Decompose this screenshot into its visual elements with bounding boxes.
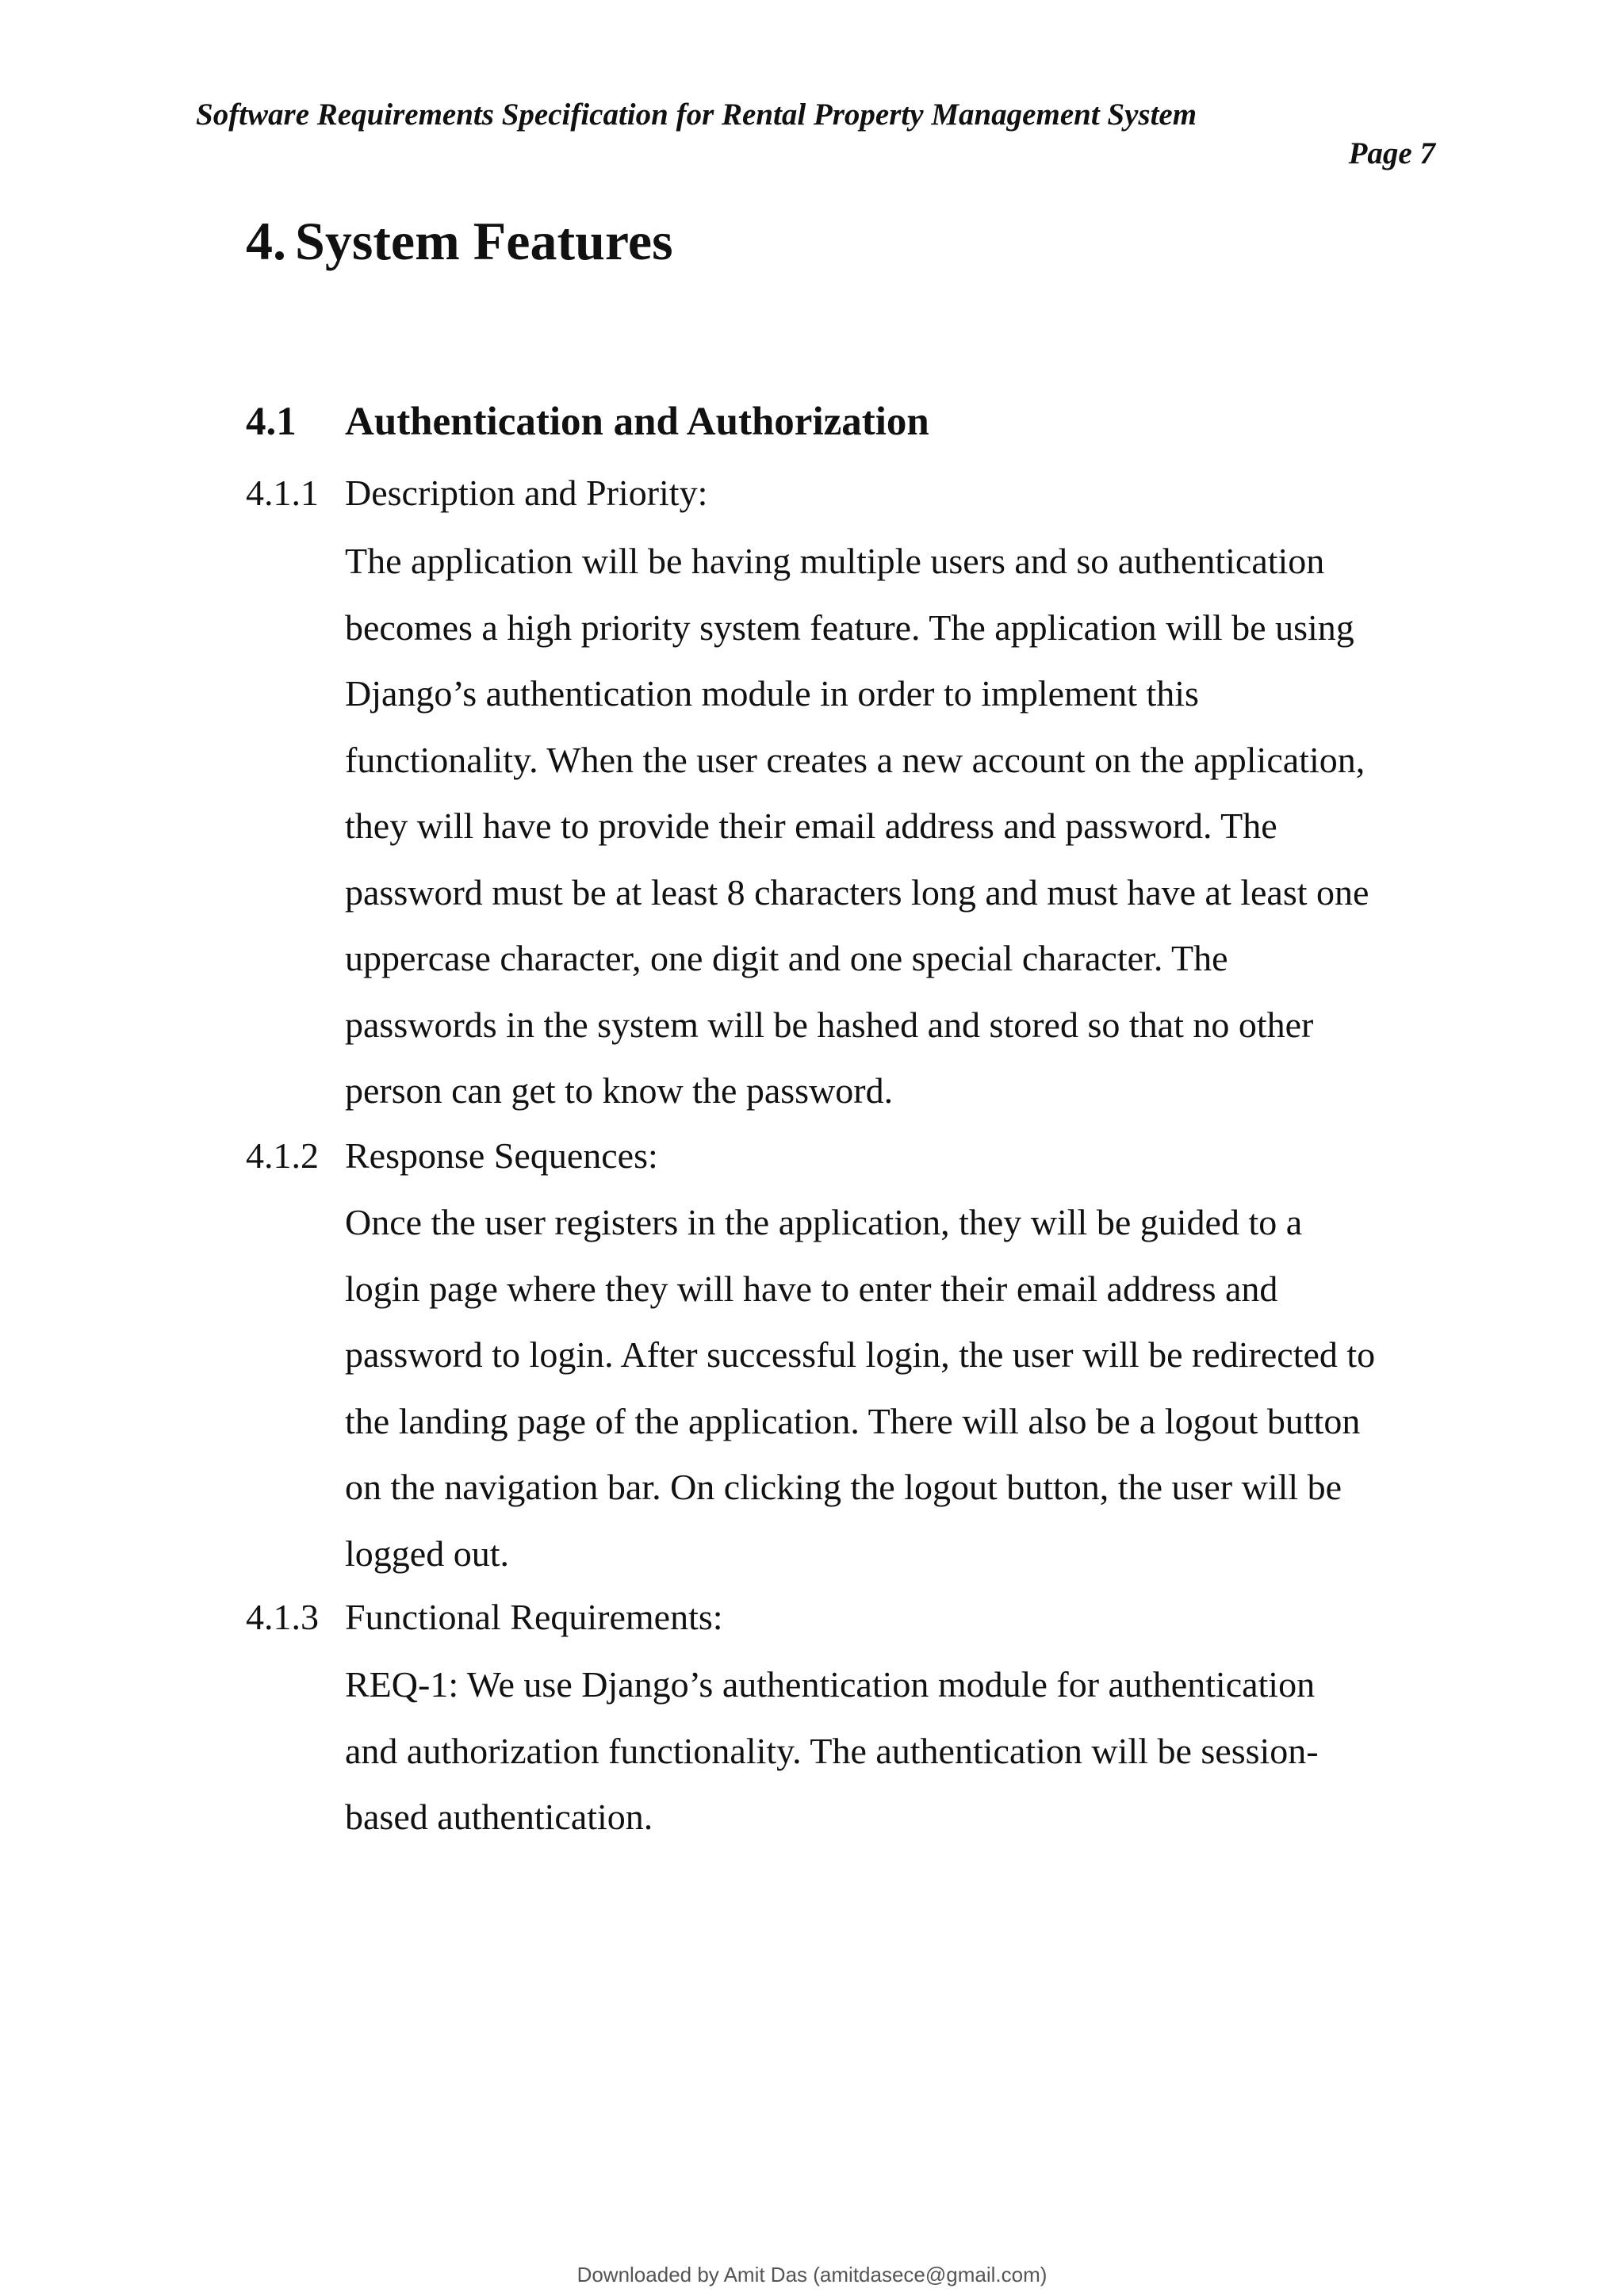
chapter-heading: [246, 208, 673, 274]
subsection-heading: [246, 471, 707, 515]
body-line: uppercase character, one digit and one special character. The: [345, 938, 1228, 978]
body-line: login page where they will have to enter their email address and: [345, 1268, 1278, 1309]
chapter-number: 4.: [246, 211, 286, 271]
subsection-title: Response Sequences:: [345, 1135, 658, 1176]
body-line: person can get to know the password.: [345, 1070, 894, 1111]
body-line: logged out.: [345, 1533, 509, 1574]
subsection-heading: [246, 1595, 723, 1640]
chapter-title: System Features: [295, 211, 673, 271]
subsection-number: 4.1.1: [246, 473, 319, 513]
body-line: the landing page of the application. There will also be a logout button: [345, 1400, 1361, 1441]
body-line: REQ-1: We use Django’s authentication module for authentication: [345, 1664, 1316, 1705]
section-number: 4.1: [246, 400, 297, 444]
subsection-body: [345, 1189, 1375, 1586]
subsection-number: 4.1.3: [246, 1597, 319, 1637]
subsection-title: Functional Requirements:: [345, 1597, 723, 1637]
running-header-title: Software Requirements Specification for Rental Property Management System: [196, 98, 1197, 132]
body-line: passwords in the system will be hashed and stored so that no other: [345, 1004, 1314, 1045]
subsection-title: Description and Priority:: [345, 473, 708, 513]
body-line: based authentication.: [345, 1797, 653, 1837]
download-footer: Downloaded by Amit Das (amitdasece@gmail.com): [576, 2263, 1048, 2286]
body-line: password must be at least 8 characters long and must have at least one: [345, 871, 1369, 913]
body-line: becomes a high priority system feature. The application will be using: [345, 607, 1354, 648]
body-line: and authorization functionality. The authentication will be session-: [345, 1730, 1319, 1771]
subsection-body: [345, 528, 1369, 1124]
body-line: Django’s authentication module in order to implement this: [345, 673, 1199, 714]
section-title: Authentication and Authorization: [345, 400, 929, 444]
body-line: password to login. After successful login, the user will be redirected to: [345, 1334, 1376, 1375]
body-line: Once the user registers in the application, they will be guided to a: [345, 1202, 1303, 1242]
body-line: The application will be having multiple users and so authentication: [345, 541, 1325, 581]
section-heading: [246, 396, 929, 447]
subsection-heading: [246, 1134, 658, 1178]
page-number: Page 7: [1348, 136, 1435, 170]
body-line: on the navigation bar. On clicking the logout button, the user will be: [345, 1467, 1342, 1507]
body-line: they will have to provide their email address and password. The: [345, 806, 1277, 846]
body-line: functionality. When the user creates a new account on the application,: [345, 739, 1365, 780]
subsection-body: [345, 1651, 1319, 1850]
subsection-number: 4.1.2: [246, 1135, 319, 1176]
